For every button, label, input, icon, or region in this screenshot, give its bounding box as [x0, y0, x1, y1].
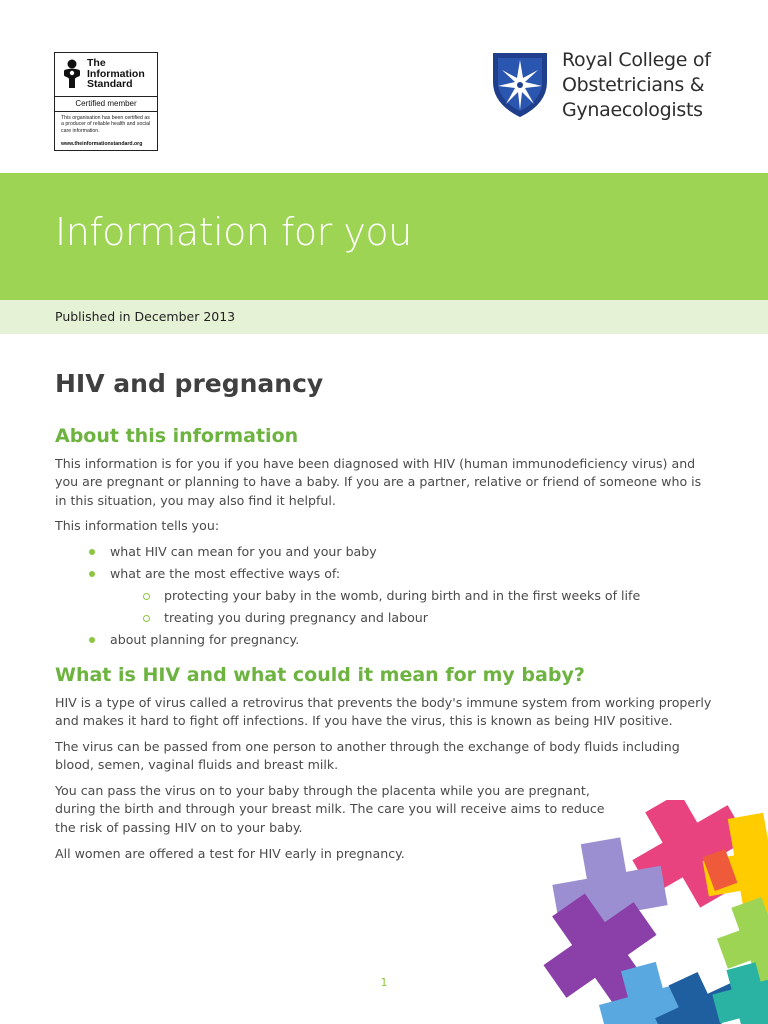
list-item: [110, 631, 299, 649]
list-item-text: about planning for pregnancy.: [110, 632, 300, 647]
badge-logo-row: [55, 53, 157, 95]
information-standard-icon: [61, 59, 83, 89]
list-item-text: what HIV can mean for you and your baby: [110, 544, 377, 559]
bullet-dot-icon: [89, 637, 95, 643]
paragraph: All women are offered a test for HIV early in pregnancy.: [55, 846, 405, 861]
page-number: 1: [380, 976, 388, 989]
sub-list-item: [164, 587, 640, 605]
badge-name-line: The: [87, 57, 106, 69]
bullet-dot-icon: [89, 549, 95, 555]
bullet-ring-icon: [143, 593, 150, 600]
bullet-dot-icon: [89, 571, 95, 577]
document-title: HIV and pregnancy: [55, 369, 324, 398]
paragraph: The virus can be passed from one person to another through the exchange of body fluids including blood, semen, vaginal fluids and breast milk.: [55, 739, 680, 773]
bullet-ring-icon: [143, 615, 150, 622]
rcog-name: [562, 48, 762, 123]
paragraph: This information is for you if you have been diagnosed with HIV (human immunodeficiency virus) and you are pregnant or planning to have a baby. If you are a partner, relative or friend of someone who is in this situation, you may also find it helpful.: [55, 456, 702, 508]
rcog-name-line: Gynaecologists: [562, 99, 703, 121]
list-item: [110, 565, 340, 583]
badge-name-line: Standard: [87, 78, 133, 90]
published-date: Published in December 2013: [55, 309, 236, 324]
badge-description: This organisation has been certified as a producer of reliable health and social care information.: [61, 115, 151, 134]
paragraph: HIV is a type of virus called a retrovirus that prevents the body's immune system from working properly and makes it hard to fight off infections. If you have the virus, this is known as being HIV positive.: [55, 695, 712, 729]
list-item-text: protecting your baby in the womb, during birth and in the first weeks of life: [164, 588, 641, 603]
section-heading-what-is-hiv: What is HIV and what could it mean for my baby?: [55, 664, 585, 686]
rcog-crest-icon: [492, 52, 548, 118]
badge-divider: [55, 111, 157, 112]
list-item-text: treating you during pregnancy and labour: [164, 610, 428, 625]
decorative-crosses: [530, 800, 768, 1024]
paragraph: This information tells you:: [55, 518, 220, 533]
information-standard-badge: [54, 52, 158, 151]
section-heading-about: About this information: [55, 425, 299, 447]
rcog-name-line: Royal College of: [562, 49, 711, 71]
paragraph: You can pass the virus on to your baby through the placenta while you are pregnant, during the birth and through your breast milk. The care you will receive aims to reduce the risk of passing HIV on to your baby.: [55, 783, 605, 835]
rcog-name-line: Obstetricians &: [562, 74, 705, 96]
badge-member-label: Certified member: [75, 99, 137, 108]
list-item-text: what are the most effective ways of:: [110, 566, 341, 581]
banner-title: Information for you: [55, 210, 412, 254]
badge-name-line: Information: [87, 67, 145, 80]
list-item: [110, 543, 377, 561]
badge-url: www.theinformationstandard.org: [61, 141, 143, 147]
badge-name: [87, 58, 157, 90]
sub-list-item: [164, 609, 428, 627]
